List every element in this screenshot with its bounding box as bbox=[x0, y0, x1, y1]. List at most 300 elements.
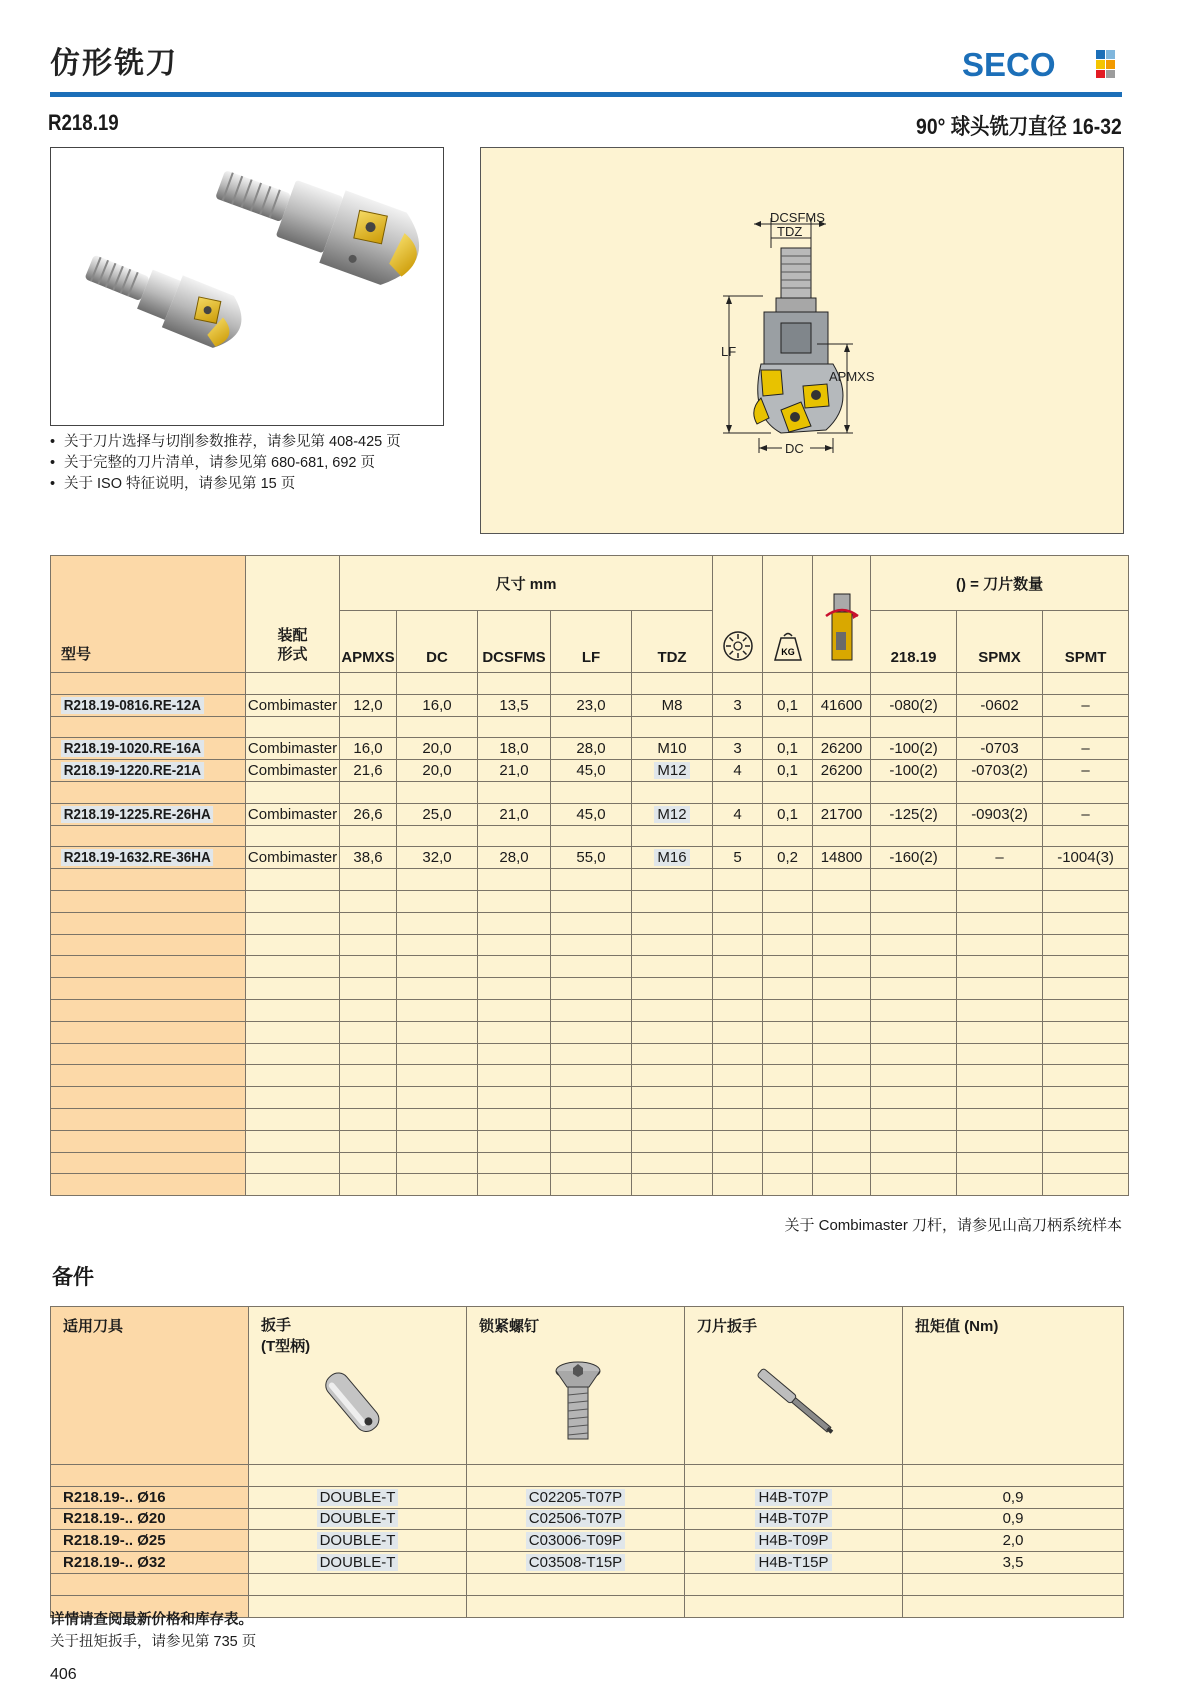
empty-cell bbox=[1043, 1087, 1129, 1109]
empty-cell bbox=[340, 781, 397, 803]
cell-i1-value: -125(2) bbox=[889, 805, 938, 823]
empty-cell bbox=[713, 716, 763, 738]
empty-cell bbox=[632, 1065, 713, 1087]
empty-cell bbox=[713, 1130, 763, 1152]
table-row-empty bbox=[51, 978, 1129, 1000]
empty-cell bbox=[340, 825, 397, 847]
empty-cell bbox=[813, 1021, 871, 1043]
spare-screw bbox=[467, 1552, 685, 1574]
empty-cell bbox=[478, 978, 551, 1000]
cell-rpm-value: 26200 bbox=[820, 740, 863, 758]
empty-cell bbox=[397, 890, 478, 912]
empty-cell bbox=[903, 1573, 1124, 1595]
empty-cell bbox=[51, 1065, 246, 1087]
cell-dc-value: 20,0 bbox=[422, 740, 452, 758]
weight-kg-icon bbox=[773, 630, 803, 662]
empty-cell bbox=[1043, 1043, 1129, 1065]
empty-cell bbox=[340, 869, 397, 891]
cell-mount-value: Combimaster bbox=[247, 740, 338, 758]
cell-lf bbox=[551, 847, 632, 869]
empty-cell bbox=[478, 934, 551, 956]
page-subtitle: 90° 球头铣刀直径 16-32 bbox=[916, 114, 1122, 139]
cell-model bbox=[51, 803, 246, 825]
cell-tdz-value: M12 bbox=[654, 762, 689, 779]
empty-cell bbox=[813, 673, 871, 695]
empty-cell bbox=[51, 999, 246, 1021]
spare-torque-value: 3,5 bbox=[1002, 1554, 1024, 1572]
empty-cell bbox=[397, 1130, 478, 1152]
empty-cell bbox=[340, 1043, 397, 1065]
empty-cell bbox=[871, 956, 957, 978]
empty-cell bbox=[246, 673, 340, 695]
empty-cell bbox=[632, 934, 713, 956]
empty-cell bbox=[478, 781, 551, 803]
empty-cell bbox=[551, 999, 632, 1021]
cell-i1 bbox=[871, 803, 957, 825]
cell-dcsfms-value: 28,0 bbox=[499, 849, 529, 867]
cell-apmxs bbox=[340, 803, 397, 825]
empty-cell bbox=[397, 1174, 478, 1196]
empty-cell bbox=[246, 1021, 340, 1043]
empty-cell bbox=[51, 1021, 246, 1043]
cell-i2-value: -0703(2) bbox=[971, 762, 1028, 780]
cell-i3 bbox=[1043, 738, 1129, 760]
header-dimensions: 尺寸 mm bbox=[340, 556, 713, 611]
empty-cell bbox=[246, 825, 340, 847]
cell-kg bbox=[763, 694, 813, 716]
table-row bbox=[51, 694, 1129, 716]
product-table-body bbox=[51, 673, 1129, 1196]
empty-cell bbox=[478, 1152, 551, 1174]
spare-key bbox=[249, 1508, 467, 1530]
empty-cell bbox=[1043, 934, 1129, 956]
empty-cell bbox=[478, 1065, 551, 1087]
cell-i1-value: -100(2) bbox=[889, 740, 938, 758]
empty-cell bbox=[871, 978, 957, 1000]
cell-i3 bbox=[1043, 694, 1129, 716]
header-mount: 装配 形式 bbox=[246, 556, 340, 673]
empty-cell bbox=[246, 1152, 340, 1174]
spare-key bbox=[249, 1552, 467, 1574]
max-rpm-icon bbox=[822, 592, 862, 662]
spare-screw-value: C03508-T15P bbox=[526, 1554, 625, 1571]
note-item: • 关于 ISO 特征说明，请参见第 15 页 bbox=[50, 474, 401, 495]
empty-cell bbox=[871, 1087, 957, 1109]
spare-tool-value: R218.19-.. Ø20 bbox=[63, 1510, 166, 1528]
cell-lf-value: 45,0 bbox=[576, 805, 606, 823]
empty-cell bbox=[713, 781, 763, 803]
empty-cell bbox=[249, 1573, 467, 1595]
empty-cell bbox=[246, 716, 340, 738]
empty-cell bbox=[340, 673, 397, 695]
empty-cell bbox=[478, 956, 551, 978]
empty-cell bbox=[763, 999, 813, 1021]
empty-cell bbox=[713, 912, 763, 934]
spare-header-insert-key bbox=[685, 1307, 903, 1465]
spare-row bbox=[51, 1530, 1124, 1552]
spare-insert-key bbox=[685, 1508, 903, 1530]
empty-cell bbox=[51, 825, 246, 847]
spare-tool bbox=[51, 1508, 249, 1530]
label-apmxs: APMXS bbox=[829, 369, 875, 384]
empty-cell bbox=[813, 1130, 871, 1152]
note-item: • 关于刀片选择与切削参数推荐，请参见第 408-425 页 bbox=[50, 432, 401, 453]
spare-row-empty bbox=[51, 1465, 1124, 1487]
empty-cell bbox=[51, 1043, 246, 1065]
empty-cell bbox=[763, 869, 813, 891]
cell-mount bbox=[246, 738, 340, 760]
empty-cell bbox=[51, 1130, 246, 1152]
cell-dcsfms bbox=[478, 847, 551, 869]
empty-cell bbox=[763, 1174, 813, 1196]
spare-header-key-label: 扳手 (T型柄) bbox=[261, 1317, 311, 1355]
empty-cell bbox=[871, 716, 957, 738]
empty-cell bbox=[763, 978, 813, 1000]
empty-cell bbox=[478, 869, 551, 891]
empty-cell bbox=[871, 890, 957, 912]
cell-z-value: 4 bbox=[733, 805, 742, 823]
header-dc: DC bbox=[397, 611, 478, 673]
empty-cell bbox=[871, 1152, 957, 1174]
empty-cell bbox=[957, 978, 1043, 1000]
empty-cell bbox=[551, 956, 632, 978]
empty-cell bbox=[51, 1174, 246, 1196]
empty-cell bbox=[1043, 869, 1129, 891]
empty-cell bbox=[713, 1152, 763, 1174]
cell-apmxs-value: 38,6 bbox=[353, 849, 383, 867]
empty-cell bbox=[51, 1108, 246, 1130]
empty-cell bbox=[763, 1021, 813, 1043]
empty-cell bbox=[51, 716, 246, 738]
empty-cell bbox=[551, 869, 632, 891]
empty-cell bbox=[551, 1174, 632, 1196]
empty-cell bbox=[340, 890, 397, 912]
empty-cell bbox=[957, 1043, 1043, 1065]
empty-cell bbox=[813, 890, 871, 912]
empty-cell bbox=[957, 1130, 1043, 1152]
header-lf: LF bbox=[551, 611, 632, 673]
empty-cell bbox=[397, 1087, 478, 1109]
empty-cell bbox=[871, 1065, 957, 1087]
clamp-screw-icon bbox=[553, 1359, 603, 1443]
spare-torque-value: 2,0 bbox=[1002, 1532, 1024, 1550]
cell-apmxs bbox=[340, 738, 397, 760]
cell-z bbox=[713, 760, 763, 782]
empty-cell bbox=[957, 1065, 1043, 1087]
cell-kg-value: 0,1 bbox=[777, 740, 798, 758]
empty-cell bbox=[246, 1087, 340, 1109]
empty-cell bbox=[632, 1152, 713, 1174]
spare-insert-key bbox=[685, 1552, 903, 1574]
empty-cell bbox=[340, 912, 397, 934]
empty-cell bbox=[713, 890, 763, 912]
empty-cell bbox=[340, 1108, 397, 1130]
table-row-empty bbox=[51, 1152, 1129, 1174]
empty-cell bbox=[249, 1465, 467, 1487]
empty-cell bbox=[340, 1130, 397, 1152]
empty-cell bbox=[763, 1108, 813, 1130]
empty-cell bbox=[763, 956, 813, 978]
empty-cell bbox=[632, 890, 713, 912]
empty-cell bbox=[551, 1108, 632, 1130]
empty-cell bbox=[551, 781, 632, 803]
empty-cell bbox=[340, 1087, 397, 1109]
cell-i3 bbox=[1043, 803, 1129, 825]
cell-rpm bbox=[813, 760, 871, 782]
header-insert-21819: 218.19 bbox=[871, 611, 957, 673]
cell-kg-value: 0,1 bbox=[777, 696, 798, 714]
cell-z-value: 5 bbox=[733, 849, 742, 867]
empty-cell bbox=[51, 912, 246, 934]
empty-cell bbox=[478, 890, 551, 912]
cell-dcsfms-value: 21,0 bbox=[499, 762, 529, 780]
cell-dcsfms-value: 18,0 bbox=[499, 740, 529, 758]
cell-dc bbox=[397, 847, 478, 869]
empty-cell bbox=[871, 1043, 957, 1065]
empty-cell bbox=[763, 1152, 813, 1174]
cell-z bbox=[713, 847, 763, 869]
empty-cell bbox=[1043, 1130, 1129, 1152]
cell-kg-value: 0,1 bbox=[777, 805, 798, 823]
empty-cell bbox=[467, 1595, 685, 1617]
empty-cell bbox=[871, 934, 957, 956]
cell-dcsfms-value: 21,0 bbox=[499, 805, 529, 823]
cell-i2-value: – bbox=[995, 849, 1004, 867]
cell-rpm bbox=[813, 847, 871, 869]
spare-header-screw-label: 锁紧螺钉 bbox=[479, 1318, 540, 1335]
empty-cell bbox=[551, 912, 632, 934]
cell-apmxs-value: 12,0 bbox=[353, 696, 383, 714]
spare-row bbox=[51, 1508, 1124, 1530]
table-row-empty bbox=[51, 890, 1129, 912]
cell-model bbox=[51, 760, 246, 782]
empty-cell bbox=[397, 781, 478, 803]
cell-rpm bbox=[813, 803, 871, 825]
spare-insert-key-value: H4B-T15P bbox=[755, 1554, 831, 1571]
empty-cell bbox=[1043, 1108, 1129, 1130]
empty-cell bbox=[957, 956, 1043, 978]
empty-cell bbox=[467, 1573, 685, 1595]
empty-cell bbox=[51, 956, 246, 978]
cell-rpm-value: 14800 bbox=[820, 849, 863, 867]
spare-row bbox=[51, 1486, 1124, 1508]
empty-cell bbox=[813, 1152, 871, 1174]
empty-cell bbox=[632, 781, 713, 803]
empty-cell bbox=[340, 716, 397, 738]
empty-cell bbox=[340, 1021, 397, 1043]
empty-cell bbox=[957, 825, 1043, 847]
spare-key bbox=[249, 1530, 467, 1552]
header-model: 型号 bbox=[51, 556, 246, 673]
teeth-count-icon bbox=[722, 630, 754, 662]
spare-header-key bbox=[249, 1307, 467, 1465]
cell-dcsfms bbox=[478, 803, 551, 825]
spare-screw-value: C03006-T09P bbox=[526, 1532, 625, 1549]
cell-lf bbox=[551, 760, 632, 782]
cell-i1 bbox=[871, 760, 957, 782]
cell-z bbox=[713, 694, 763, 716]
cell-z-value: 3 bbox=[733, 696, 742, 714]
cell-i2 bbox=[957, 738, 1043, 760]
empty-cell bbox=[871, 1021, 957, 1043]
table-row bbox=[51, 803, 1129, 825]
cell-kg-value: 0,2 bbox=[777, 849, 798, 867]
spare-key bbox=[249, 1486, 467, 1508]
spare-torque bbox=[903, 1508, 1124, 1530]
spare-header-row bbox=[51, 1307, 1124, 1465]
t-handle-key-icon bbox=[313, 1363, 393, 1443]
empty-cell bbox=[1043, 1152, 1129, 1174]
empty-cell bbox=[763, 934, 813, 956]
empty-cell bbox=[813, 825, 871, 847]
empty-cell bbox=[551, 890, 632, 912]
empty-cell bbox=[813, 781, 871, 803]
table-row-empty bbox=[51, 912, 1129, 934]
milling-cutter-photo-illustration bbox=[51, 148, 443, 425]
spare-row bbox=[51, 1552, 1124, 1574]
table-row-empty bbox=[51, 1174, 1129, 1196]
empty-cell bbox=[713, 869, 763, 891]
seco-logo-text: SECO bbox=[962, 46, 1056, 83]
empty-cell bbox=[871, 673, 957, 695]
cell-i2-value: -0602 bbox=[980, 696, 1019, 714]
empty-cell bbox=[1043, 673, 1129, 695]
cell-i3-value: – bbox=[1081, 740, 1090, 758]
cell-apmxs bbox=[340, 694, 397, 716]
spare-parts-table bbox=[50, 1306, 1124, 1618]
cell-model bbox=[51, 694, 246, 716]
empty-cell bbox=[51, 1087, 246, 1109]
spare-screw bbox=[467, 1486, 685, 1508]
empty-cell bbox=[551, 1152, 632, 1174]
cell-i3-value: – bbox=[1081, 762, 1090, 780]
cell-i2-value: -0903(2) bbox=[971, 805, 1028, 823]
header-insert-spmt: SPMT bbox=[1043, 611, 1129, 673]
empty-cell bbox=[51, 781, 246, 803]
empty-cell bbox=[51, 1573, 249, 1595]
empty-cell bbox=[397, 1021, 478, 1043]
empty-cell bbox=[478, 1130, 551, 1152]
spare-torque bbox=[903, 1486, 1124, 1508]
spare-tool-value: R218.19-.. Ø25 bbox=[63, 1532, 166, 1550]
empty-cell bbox=[551, 1043, 632, 1065]
label-dcsfms: DCSFMS bbox=[770, 210, 825, 225]
empty-cell bbox=[763, 1065, 813, 1087]
spare-torque-value: 0,9 bbox=[1002, 1510, 1024, 1528]
empty-cell bbox=[632, 869, 713, 891]
empty-cell bbox=[397, 673, 478, 695]
spare-header-tool: 适用刀具 bbox=[51, 1307, 249, 1465]
empty-cell bbox=[246, 1174, 340, 1196]
empty-cell bbox=[1043, 781, 1129, 803]
empty-cell bbox=[249, 1595, 467, 1617]
empty-cell bbox=[340, 999, 397, 1021]
cell-model-value: R218.19-0816.RE-12A bbox=[61, 697, 204, 714]
spare-screw bbox=[467, 1508, 685, 1530]
cell-i2-value: -0703 bbox=[980, 740, 1019, 758]
empty-cell bbox=[632, 1108, 713, 1130]
empty-cell bbox=[813, 1174, 871, 1196]
spare-key-value: DOUBLE-T bbox=[317, 1510, 399, 1527]
cell-mount-value: Combimaster bbox=[247, 696, 338, 714]
empty-cell bbox=[813, 1043, 871, 1065]
table-row-empty bbox=[51, 1065, 1129, 1087]
empty-cell bbox=[397, 825, 478, 847]
combimaster-note: 关于 Combimaster 刀杆，请参见山高刀柄系统样本 bbox=[784, 1217, 1122, 1234]
empty-cell bbox=[246, 1130, 340, 1152]
cell-lf bbox=[551, 803, 632, 825]
cell-dc-value: 32,0 bbox=[422, 849, 452, 867]
empty-cell bbox=[713, 1108, 763, 1130]
empty-cell bbox=[478, 912, 551, 934]
empty-cell bbox=[632, 825, 713, 847]
empty-cell bbox=[478, 999, 551, 1021]
empty-cell bbox=[551, 1087, 632, 1109]
table-row-empty bbox=[51, 781, 1129, 803]
empty-cell bbox=[246, 999, 340, 1021]
cell-rpm-value: 21700 bbox=[820, 805, 863, 823]
spare-tool-value: R218.19-.. Ø16 bbox=[63, 1488, 166, 1506]
empty-cell bbox=[478, 1043, 551, 1065]
empty-cell bbox=[51, 890, 246, 912]
empty-cell bbox=[397, 1043, 478, 1065]
cell-rpm-value: 41600 bbox=[820, 696, 863, 714]
empty-cell bbox=[397, 1108, 478, 1130]
cell-model-value: R218.19-1220.RE-21A bbox=[61, 762, 204, 779]
cell-lf bbox=[551, 694, 632, 716]
empty-cell bbox=[246, 1065, 340, 1087]
cell-lf-value: 45,0 bbox=[576, 762, 606, 780]
empty-cell bbox=[813, 978, 871, 1000]
cell-tdz bbox=[632, 738, 713, 760]
empty-cell bbox=[467, 1465, 685, 1487]
empty-cell bbox=[871, 869, 957, 891]
cell-apmxs-value: 21,6 bbox=[353, 762, 383, 780]
header-tdz: TDZ bbox=[632, 611, 713, 673]
label-tdz: TDZ bbox=[777, 224, 803, 239]
spare-row-empty bbox=[51, 1573, 1124, 1595]
cell-tdz-value: M12 bbox=[654, 806, 689, 823]
empty-cell bbox=[957, 912, 1043, 934]
spare-key-value: DOUBLE-T bbox=[317, 1554, 399, 1571]
cell-lf-value: 55,0 bbox=[576, 849, 606, 867]
cell-i1 bbox=[871, 738, 957, 760]
empty-cell bbox=[957, 934, 1043, 956]
cell-dc bbox=[397, 760, 478, 782]
cutter-dimension-drawing bbox=[481, 148, 1123, 533]
cell-rpm-value: 26200 bbox=[820, 762, 863, 780]
spare-torque bbox=[903, 1530, 1124, 1552]
header-rule bbox=[50, 92, 1122, 97]
page-title: 仿形铣刀 bbox=[50, 46, 178, 81]
empty-cell bbox=[763, 1043, 813, 1065]
cell-i2 bbox=[957, 803, 1043, 825]
spare-insert-key-value: H4B-T09P bbox=[755, 1532, 831, 1549]
empty-cell bbox=[713, 978, 763, 1000]
empty-cell bbox=[957, 869, 1043, 891]
empty-cell bbox=[51, 1152, 246, 1174]
empty-cell bbox=[763, 912, 813, 934]
spare-screw bbox=[467, 1530, 685, 1552]
empty-cell bbox=[903, 1595, 1124, 1617]
empty-cell bbox=[1043, 1174, 1129, 1196]
cell-dc bbox=[397, 803, 478, 825]
empty-cell bbox=[632, 1087, 713, 1109]
spare-torque bbox=[903, 1552, 1124, 1574]
header-apmxs: APMXS bbox=[340, 611, 397, 673]
empty-cell bbox=[1043, 716, 1129, 738]
empty-cell bbox=[763, 1130, 813, 1152]
